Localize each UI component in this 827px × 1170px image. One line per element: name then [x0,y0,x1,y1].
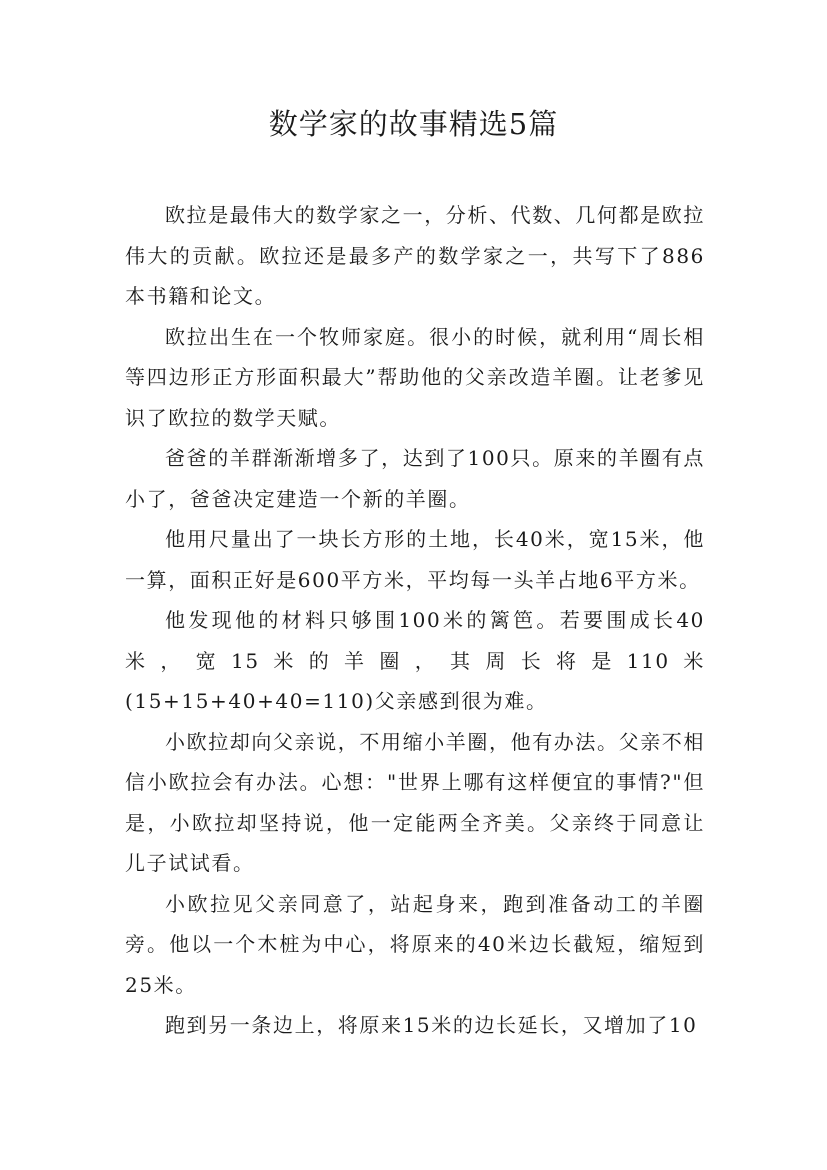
document-title: 数学家的故事精选5篇 [268,107,559,141]
paragraph-5: 他发现他的材料只够围100米的篱笆。若要围成长40米，宽15米的羊圈，其周长将是110米(15+15+40+40=110)父亲感到很为难。 [125,608,705,713]
paragraph-6: 小欧拉却向父亲说，不用缩小羊圈，他有办法。父亲不相信小欧拉会有办法。心想："世界上哪有这样便宜的事情?"但是，小欧拉却坚持说，他一定能两全齐美。父亲终于同意让儿子试试看。 [125,729,705,875]
paragraph-2: 欧拉出生在一个牧师家庭。很小的时候，就利用“周长相等四边形正方形面积最大”帮助他的父亲改造羊圈。让老爹见识了欧拉的数学天赋。 [125,324,705,430]
paragraph-8: 跑到另一条边上，将原来15米的边长延长，又增加了10 [165,1013,698,1037]
paragraph-4: 他用尺量出了一块长方形的土地，长40米，宽15米，他一算，面积正好是600平方米，平均每一头羊占地6平方米。 [125,527,705,592]
paragraph-3: 爸爸的羊群渐渐增多了，达到了100只。原来的羊圈有点小了，爸爸决定建造一个新的羊圈。 [125,446,705,511]
paragraph-7: 小欧拉见父亲同意了，站起身来，跑到准备动工的羊圈旁。他以一个木桩为中心，将原来的40米边长截短，缩短到25米。 [125,891,705,997]
paragraph-1: 欧拉是最伟大的数学家之一，分析、代数、几何都是欧拉伟大的贡献。欧拉还是最多产的数学家之一，共写下了886本书籍和论文。 [125,203,705,308]
document-body [125,195,705,1046]
